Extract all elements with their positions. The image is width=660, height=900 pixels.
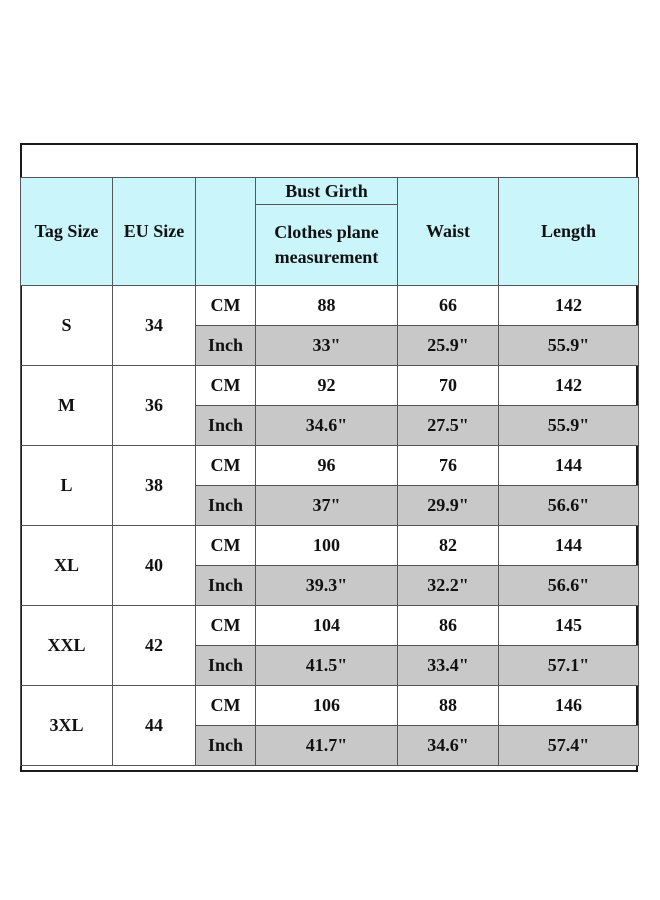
tag-size-cell: M xyxy=(21,366,113,446)
waist-inch-cell: 29.9" xyxy=(398,486,499,526)
unit-cell-cm: CM xyxy=(196,446,256,486)
bust-inch-cell: 39.3" xyxy=(256,566,398,606)
length-cm-cell: 146 xyxy=(499,686,639,726)
unit-cell-cm: CM xyxy=(196,686,256,726)
waist-cm-cell: 86 xyxy=(398,606,499,646)
length-inch-cell: 55.9" xyxy=(499,326,639,366)
unit-cell-cm: CM xyxy=(196,526,256,566)
eu-size-cell: 42 xyxy=(113,606,196,686)
unit-cell-inch: Inch xyxy=(196,566,256,606)
size-rows xyxy=(21,286,639,766)
header-waist: Waist xyxy=(398,178,499,286)
unit-cell-inch: Inch xyxy=(196,646,256,686)
bust-inch-cell: 34.6" xyxy=(256,406,398,446)
length-inch-cell: 56.6" xyxy=(499,486,639,526)
size-row-xxl-cm xyxy=(21,606,639,646)
bust-inch-cell: 33" xyxy=(256,326,398,366)
bust-cm-cell: 106 xyxy=(256,686,398,726)
length-inch-cell: 56.6" xyxy=(499,566,639,606)
tag-size-cell: XXL xyxy=(21,606,113,686)
header-length: Length xyxy=(499,178,639,286)
waist-inch-cell: 34.6" xyxy=(398,726,499,766)
bust-inch-cell: 41.7" xyxy=(256,726,398,766)
eu-size-cell: 38 xyxy=(113,446,196,526)
waist-inch-cell: 32.2" xyxy=(398,566,499,606)
length-inch-cell: 57.4" xyxy=(499,726,639,766)
tag-size-cell: 3XL xyxy=(21,686,113,766)
bust-cm-cell: 96 xyxy=(256,446,398,486)
length-inch-cell: 55.9" xyxy=(499,406,639,446)
bust-inch-cell: 37" xyxy=(256,486,398,526)
size-chart-table xyxy=(20,177,639,766)
length-cm-cell: 144 xyxy=(499,526,639,566)
waist-inch-cell: 27.5" xyxy=(398,406,499,446)
size-row-xl-cm xyxy=(21,526,639,566)
bust-inch-cell: 41.5" xyxy=(256,646,398,686)
waist-inch-cell: 25.9" xyxy=(398,326,499,366)
unit-cell-inch: Inch xyxy=(196,726,256,766)
waist-cm-cell: 70 xyxy=(398,366,499,406)
eu-size-cell: 34 xyxy=(113,286,196,366)
size-row-3xl-cm xyxy=(21,686,639,726)
size-row-l-cm xyxy=(21,446,639,486)
waist-inch-cell: 33.4" xyxy=(398,646,499,686)
tag-size-cell: L xyxy=(21,446,113,526)
eu-size-cell: 36 xyxy=(113,366,196,446)
size-row-s-cm xyxy=(21,286,639,326)
waist-cm-cell: 66 xyxy=(398,286,499,326)
header-bust-girth: Bust Girth xyxy=(256,178,398,205)
header-eu-size: EU Size xyxy=(113,178,196,286)
unit-cell-cm: CM xyxy=(196,606,256,646)
eu-size-cell: 44 xyxy=(113,686,196,766)
header-bust-subtitle: Clothes plane measurement xyxy=(256,205,398,286)
bust-cm-cell: 100 xyxy=(256,526,398,566)
unit-cell-inch: Inch xyxy=(196,486,256,526)
bust-cm-cell: 92 xyxy=(256,366,398,406)
length-cm-cell: 142 xyxy=(499,366,639,406)
header-unit xyxy=(196,178,256,286)
waist-cm-cell: 82 xyxy=(398,526,499,566)
bust-cm-cell: 104 xyxy=(256,606,398,646)
bust-cm-cell: 88 xyxy=(256,286,398,326)
unit-cell-inch: Inch xyxy=(196,406,256,446)
unit-cell-inch: Inch xyxy=(196,326,256,366)
size-row-m-cm xyxy=(21,366,639,406)
eu-size-cell: 40 xyxy=(113,526,196,606)
length-cm-cell: 144 xyxy=(499,446,639,486)
waist-cm-cell: 76 xyxy=(398,446,499,486)
header-tag-size: Tag Size xyxy=(21,178,113,286)
tag-size-cell: S xyxy=(21,286,113,366)
tag-size-cell: XL xyxy=(21,526,113,606)
length-cm-cell: 142 xyxy=(499,286,639,326)
unit-cell-cm: CM xyxy=(196,366,256,406)
unit-cell-cm: CM xyxy=(196,286,256,326)
length-cm-cell: 145 xyxy=(499,606,639,646)
length-inch-cell: 57.1" xyxy=(499,646,639,686)
waist-cm-cell: 88 xyxy=(398,686,499,726)
